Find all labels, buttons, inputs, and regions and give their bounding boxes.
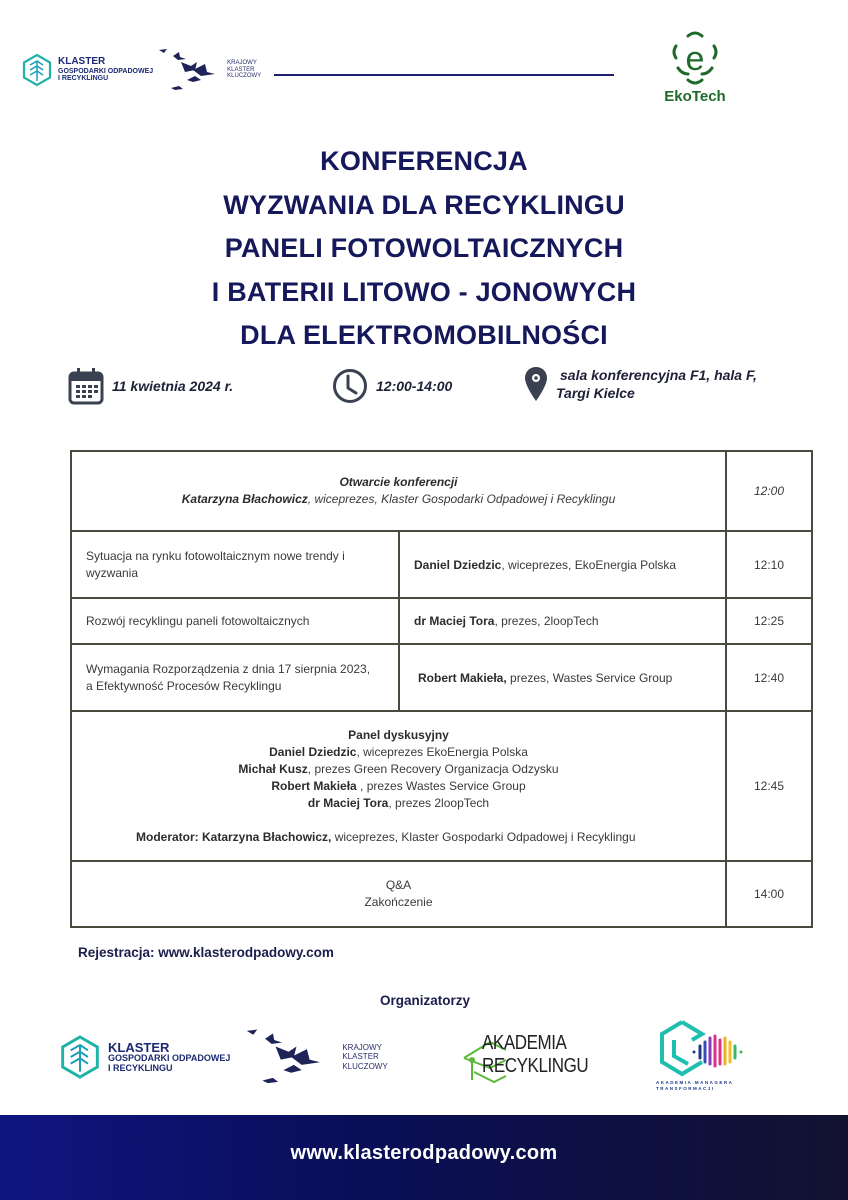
agenda-row-opening (71, 451, 812, 531)
event-date (68, 366, 233, 406)
footer-url-link[interactable]: www.klasterodpadowy.com (290, 1142, 558, 1164)
panel-moderator: Moderator: Katarzyna Błachowicz, wiceprezes, Klaster Gospodarki Odpadowej i Recyklingu (136, 829, 636, 844)
agenda-time: 14:00 (726, 861, 812, 927)
ekotech-flower-icon (650, 28, 740, 88)
title-line-5: DLA ELEKTROMOBILNOŚCI (240, 320, 608, 350)
kkk-label: KRAJOWY KLASTER KLUCZOWY (342, 1043, 388, 1071)
agenda-speaker: Daniel Dziedzic, wiceprezes, EkoEnergia Polska (399, 531, 726, 598)
agenda-time: 12:10 (726, 531, 812, 598)
title-line-2: WYZWANIA DLA RECYKLINGU (223, 189, 625, 220)
ekotech-logo (650, 28, 740, 108)
location-pin-icon (524, 366, 548, 402)
agenda-row (71, 531, 812, 598)
title-line-4: I BATERII LITOWO - JONOWYCH (211, 276, 637, 307)
title-line-1: KONFERENCJA (320, 146, 528, 176)
panelist: Michał Kusz, prezes Green Recovery Organizacja Odzysku (238, 761, 559, 776)
event-time-text: 12:00-14:00 (376, 378, 453, 394)
panelist: dr Maciej Tora, prezes 2loopTech (307, 795, 490, 810)
agenda-topic: Sytuacja na rynku fotowoltaicznym nowe trendy i wyzwania (71, 531, 399, 598)
panelist: Robert Makieła , prezes Wastes Service Group (271, 778, 526, 793)
agenda-panel-cell (71, 711, 726, 861)
clock-icon (332, 368, 368, 404)
organizer-logo-klaster: KLASTER GOSPODARKI ODPADOWEJ I RECYKLINGU KRAJOWY KLASTER KLUCZOWY (60, 1022, 390, 1092)
agenda-speaker: dr Maciej Tora, prezes, 2loopTech (399, 598, 726, 644)
footer-banner (0, 1115, 848, 1200)
agenda-time: 12:45 (726, 711, 812, 861)
agenda-row-panel (71, 711, 812, 861)
klaster-hexagon-icon (60, 1034, 100, 1080)
calendar-icon (68, 367, 104, 405)
event-date-text: 11 kwietnia 2024 r. (112, 378, 234, 394)
agenda-time: 12:25 (726, 598, 812, 644)
agenda-row (71, 598, 812, 644)
klaster-logo-header (22, 44, 262, 96)
amt-logo-icon (652, 1018, 762, 1078)
registration-link[interactable]: Rejestracja: www.klasterodpadowy.com (78, 945, 334, 960)
agenda-time: 12:00 (726, 451, 812, 531)
header-divider (274, 74, 614, 76)
event-time (332, 366, 452, 406)
event-location-text: sala konferencyjna F1, hala F, Targi Kielce (556, 367, 757, 401)
agenda-opening-cell: Otwarcie konferencji Katarzyna Błachowicz, wiceprezes, Klaster Gospodarki Odpadowej i Recyklingu (71, 451, 726, 531)
conference-title (0, 140, 848, 358)
ekotech-wordmark: EkoTech (664, 88, 726, 105)
agenda-row (71, 644, 812, 711)
klaster-logo-line2: GOSPODARKI ODPADOWEJ (58, 67, 154, 75)
agenda-speaker: Robert Makieła, prezes, Wastes Service Group (399, 644, 726, 711)
kkk-label: KRAJOWY KLASTER KLUCZOWY (227, 59, 262, 80)
klaster-logo-line1: KLASTER (58, 56, 106, 68)
panelist: Daniel Dziedzic, wiceprezes EkoEnergia Polska (269, 744, 528, 759)
birds-icon (236, 1023, 336, 1091)
event-location (524, 364, 757, 404)
agenda-time: 12:40 (726, 644, 812, 711)
klaster-logo-line3: I RECYKLINGU (58, 75, 109, 83)
organizer-logo-akademia-recyklingu: AKADEMIA RECYKLINGU (432, 1012, 620, 1098)
agenda-topic: Wymagania Rozporządzenia z dnia 17 sierpnia 2023, a Efektywność Procesów Recyklingu (71, 644, 399, 711)
agenda-closing-cell: Q&A Zakończenie (71, 861, 726, 927)
klaster-hexagon-icon (22, 53, 52, 87)
title-line-3: PANELI FOTOWOLTAICZNYCH (224, 233, 624, 263)
organizer-logo-akademia-managera: AKADEMIA MANAGERA TRANSFORMACJI (652, 1018, 762, 1098)
agenda-row-closing (71, 861, 812, 927)
organizers-title: Organizatorzy (379, 993, 471, 1008)
svg-text:e: e (685, 40, 705, 78)
birds-icon (157, 44, 221, 96)
agenda-table (70, 450, 813, 928)
panel-title: Panel dyskusyjny (348, 727, 449, 742)
agenda-topic: Rozwój recyklingu paneli fotowoltaicznych (71, 598, 399, 644)
